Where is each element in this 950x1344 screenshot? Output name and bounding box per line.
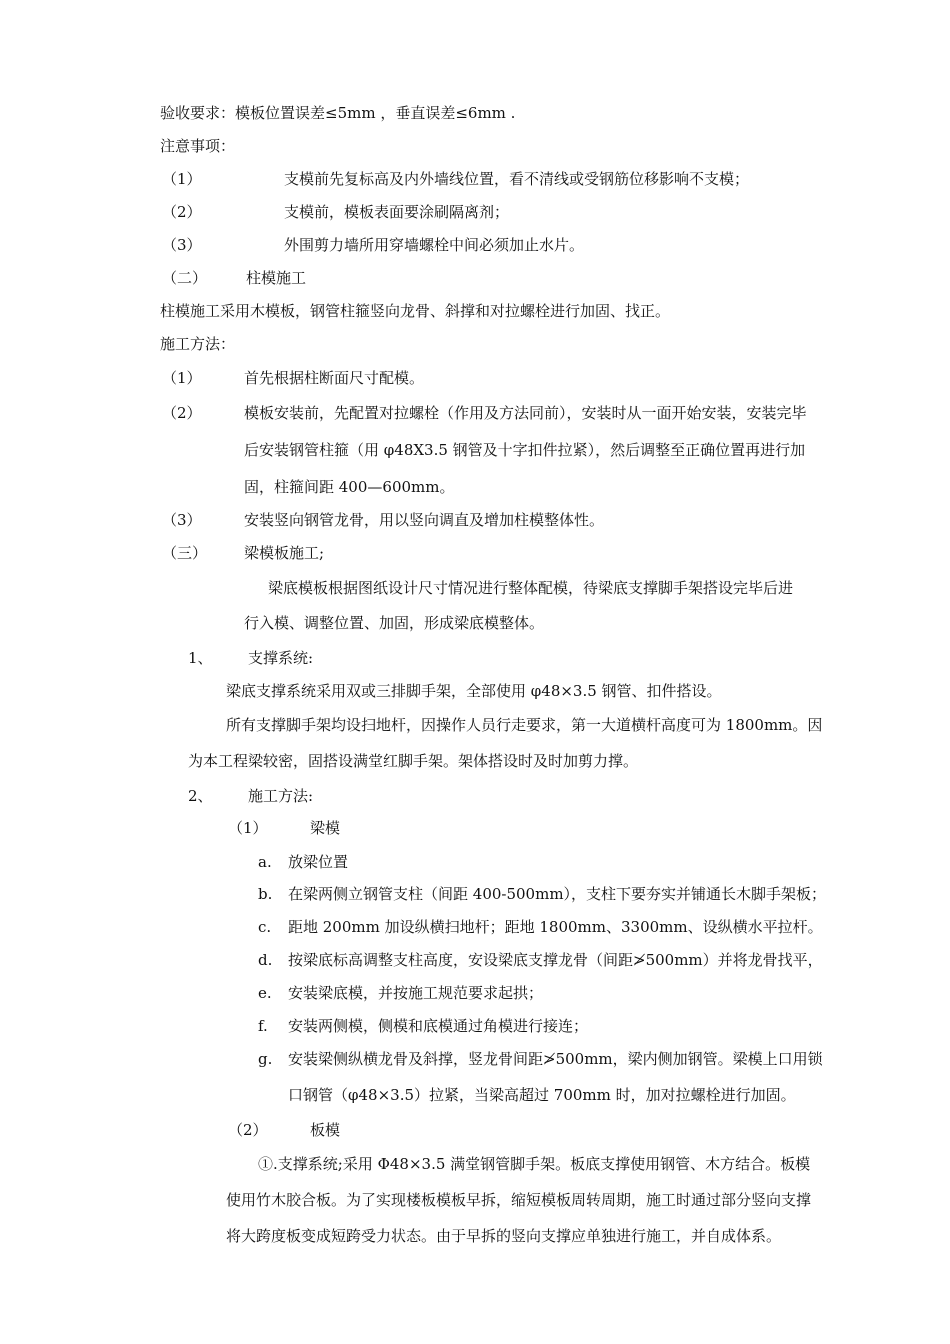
beam-step-letter: c.	[258, 918, 272, 936]
section-2-number: （二）	[162, 269, 208, 287]
beam-step-letter: e.	[258, 984, 272, 1002]
column-step-number: （3）	[162, 511, 202, 529]
column-step-text: 安装竖向钢管龙骨，用以竖向调直及增加柱模整体性。	[244, 511, 605, 529]
beam-step-text: 口钢管（φ48×3.5）拉紧，当梁高超过 700mm 时，加对拉螺栓进行加固。	[288, 1086, 796, 1104]
column-step-text: 后安装钢管柱箍（用 φ48X3.5 钢管及十字扣件拉紧），然后调整至正确位置再进行加	[244, 441, 806, 459]
section-3-paragraph: 梁底模板根据图纸设计尺寸情况进行整体配模，待梁底支撑脚手架搭设完毕后进	[268, 579, 794, 597]
beam-step-text: 距地 200mm 加设纵横扫地杆；距地 1800mm、3300mm、设纵横水平拉杆。	[288, 918, 823, 936]
note-text: 支模前先复标高及内外墙线位置，看不清线或受钢筋位移影响不支模；	[284, 170, 750, 188]
note-text: 外围剪力墙所用穿墙螺栓中间必须加止水片。	[284, 236, 585, 254]
section-2-title: 柱模施工	[246, 269, 307, 287]
beam-step-letter: b.	[258, 885, 273, 903]
acceptance-requirement: 验收要求：模板位置误差≤5mm ，垂直误差≤6mm .	[160, 104, 516, 122]
section-3-title: 梁模板施工;	[244, 544, 325, 562]
beam-step-text: 放梁位置	[288, 853, 349, 871]
subsection-2-number: 2、	[188, 787, 213, 805]
slab-text: 使用竹木胶合板。为了实现楼板模板早拆，缩短模板周转周期，施工时通过部分竖向支撑	[226, 1191, 812, 1209]
slab-text: ①.支撑系统;采用 Φ48×3.5 满堂钢管脚手架。板底支撑使用钢管、木方结合。板模	[258, 1155, 811, 1173]
note-text: 支模前，模板表面要涂刷隔离剂；	[284, 203, 510, 221]
method-title: 施工方法：	[160, 335, 236, 353]
beam-step-text: 在梁两侧立钢管支柱（间距 400-500mm），支柱下要夯实并铺通长木脚手架板；	[288, 885, 827, 903]
slab-title: 板模	[310, 1121, 341, 1139]
slab-number: （2）	[228, 1121, 268, 1139]
beam-step-text: 安装两侧模，侧模和底模通过角模进行接连；	[288, 1017, 589, 1035]
note-number: （2）	[162, 203, 202, 221]
beam-title: 梁模	[310, 819, 341, 837]
support-text: 梁底支撑系统采用双或三排脚手架，全部使用 φ48×3.5 钢管、扣件搭设。	[226, 682, 722, 700]
notes-title: 注意事项：	[160, 137, 236, 155]
column-step-text: 模板安装前，先配置对拉螺栓（作用及方法同前），安装时从一面开始安装，安装完毕	[244, 404, 807, 422]
beam-number: （1）	[228, 819, 268, 837]
column-step-number: （2）	[162, 404, 202, 422]
slab-text: 将大跨度板变成短跨受力状态。由于早拆的竖向支撑应单独进行施工，并自成体系。	[226, 1227, 782, 1245]
beam-step-text: 安装梁侧纵横龙骨及斜撑，竖龙骨间距≯500mm，梁内侧加钢管。梁模上口用锁	[288, 1050, 823, 1068]
note-number: （1）	[162, 170, 202, 188]
support-text: 为本工程梁较密，固搭设满堂红脚手架。架体搭设时及时加剪力撑。	[188, 752, 639, 770]
section-2-intro: 柱模施工采用木模板，钢管柱箍竖向龙骨、斜撑和对拉螺栓进行加固、找正。	[160, 302, 671, 320]
subsection-1-title: 支撑系统:	[248, 649, 314, 667]
note-number: （3）	[162, 236, 202, 254]
beam-step-text: 按梁底标高调整支柱高度，安设梁底支撑龙骨（间距≯500mm）并将龙骨找平，	[288, 951, 823, 969]
subsection-1-number: 1、	[188, 649, 213, 667]
column-step-text: 首先根据柱断面尺寸配模。	[244, 369, 425, 387]
subsection-2-title: 施工方法:	[248, 787, 314, 805]
beam-step-letter: g.	[258, 1050, 273, 1068]
beam-step-letter: a.	[258, 853, 272, 871]
section-3-paragraph: 行入模、调整位置、加固，形成梁底模整体。	[244, 614, 545, 632]
beam-step-text: 安装梁底模，并按施工规范要求起拱；	[288, 984, 544, 1002]
section-3-number: （三）	[162, 544, 208, 562]
support-text: 所有支撑脚手架均设扫地杆，因操作人员行走要求，第一大道横杆高度可为 1800mm。因	[226, 716, 823, 734]
column-step-text: 固，柱箍间距 400—600mm。	[244, 478, 455, 496]
beam-step-letter: f.	[258, 1017, 268, 1035]
beam-step-letter: d.	[258, 951, 273, 969]
column-step-number: （1）	[162, 369, 202, 387]
